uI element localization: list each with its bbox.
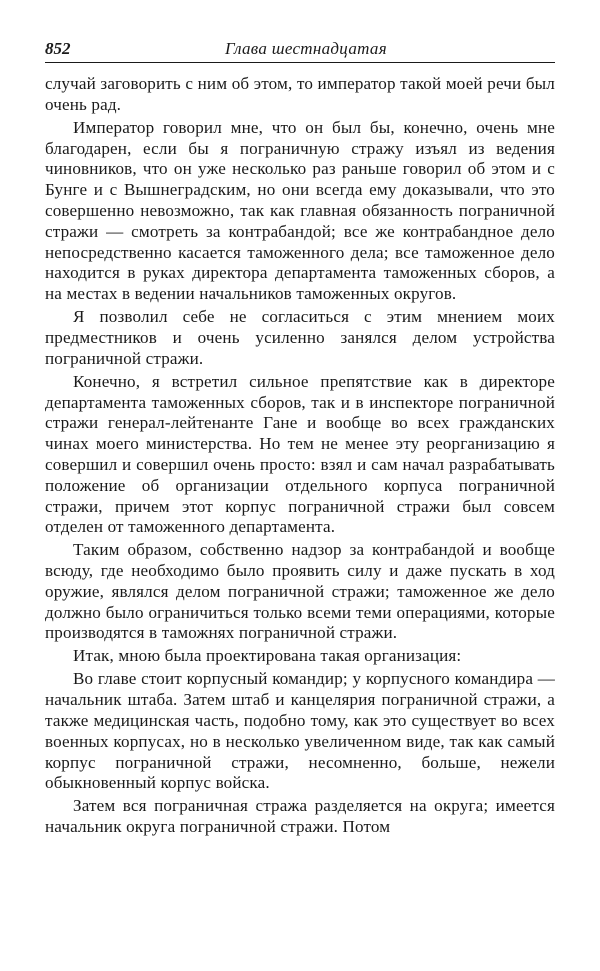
paragraph: Во главе стоит корпусный командир; у корпусного командира — начальник штаба. Затем штаб и канцелярия пограничной стражи, а также медицинская часть, подобно тому, как это существует во всех военных корпусах, но в несколько увеличенном виде, так как самый корпус пограничной стражи, несомненно, больше, нежели обыкновенный корпус войска.: [45, 669, 555, 793]
paragraph: Конечно, я встретил сильное препятствие как в директоре департамента таможенных сборов, так и в инспекторе пограничной стражи генерал-лейтенанте Гане и вообще во всех гражданских чинах моего министерства. Но тем не менее эту реорганизацию я совершил и совершил очень просто: взял и сам начал разрабатывать положение об организации отдельного корпуса пограничной стражи, причем этот корпус пограничной стражи был совсем отделен от таможенного департамента.: [45, 371, 555, 537]
page-number: 852: [45, 39, 71, 58]
paragraph: Я позволил себе не согласиться с этим мнением моих предместников и очень усиленно занялся делом устройства пограничной стражи.: [45, 307, 555, 368]
header-rule: [45, 62, 555, 63]
page-header: [45, 38, 555, 64]
paragraph: Итак, мною была проектирована такая организация:: [73, 646, 462, 666]
paragraph: Затем вся пограничная стража разделяется на округа; имеется начальник округа пограничной стражи. Потом: [45, 796, 555, 837]
paragraph: Таким образом, собственно надзор за контрабандой и вообще всюду, где необходимо было проявить силу и даже пускать в ход оружие, являлся делом пограничной стражи; таможенное же дело должно было ограничиться только всеми теми операциями, которые производятся в таможнях пограничной стражи.: [45, 540, 555, 643]
paragraph: случай заговорить с ним об этом, то император такой моей речи был очень рад.: [45, 74, 555, 114]
paragraph: Император говорил мне, что он был бы, конечно, очень мне благодарен, если бы я пограничную стражу изъял из ведения чиновников, что он уже несколько раз раньше говорил об этом и с Бунге и с Вышнеградским, но они всегда ему доказывали, что это совершенно невозможно, так как главная обязанность пограничной стражи — смотреть за контрабандой; все же контрабандное дело непосредственно касается таможенного дела; все таможенное дело находится в руках директора департамента таможенных сборов, а на местах в ведении начальников таможенных округов.: [45, 117, 555, 304]
body-text: [45, 74, 555, 840]
running-title: Глава шестнадцатая: [225, 39, 387, 58]
